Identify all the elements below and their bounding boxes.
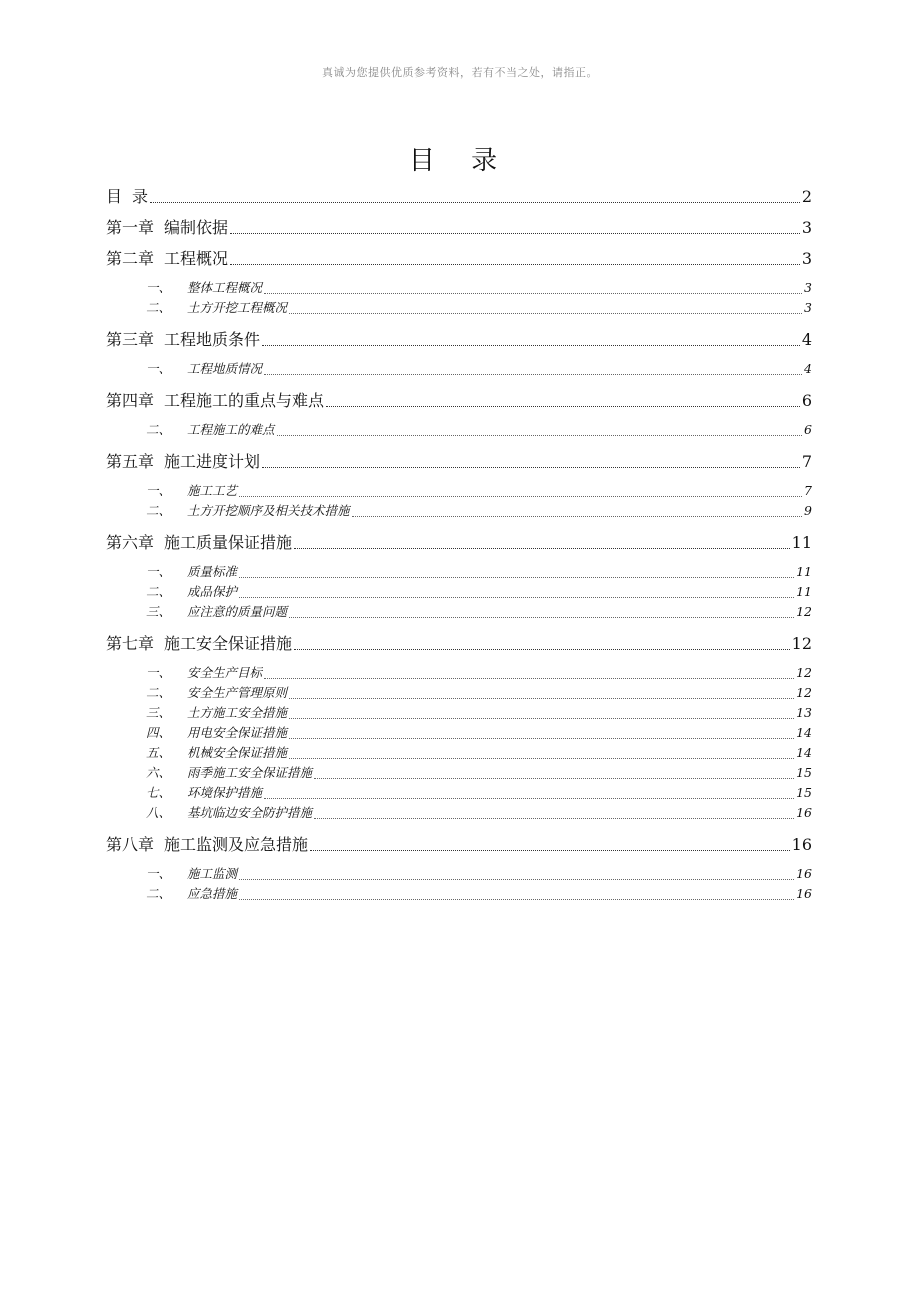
toc-entry-number: 第五章 (106, 452, 155, 471)
toc-entry-page-number: 3 (804, 300, 812, 315)
toc-entry-page-number: 2 (801, 187, 812, 206)
toc-entry-page-number: 16 (796, 805, 812, 820)
toc-entry-page-number: 16 (796, 866, 812, 881)
toc-entry-page-number: 16 (796, 886, 812, 901)
toc-entry-number: 一、 (146, 483, 172, 498)
toc-dot-leader (289, 698, 794, 699)
toc-section-entry[interactable] (106, 420, 812, 440)
toc-chapter-entry[interactable] (106, 186, 812, 208)
toc-entry-number: 二、 (146, 685, 172, 700)
toc-section-entry[interactable] (106, 481, 812, 501)
toc-spacer (106, 379, 812, 390)
toc-entry-page-number: 16 (791, 835, 812, 854)
toc-section-entry[interactable] (106, 884, 812, 904)
toc-spacer (106, 655, 812, 663)
toc-spacer (106, 270, 812, 278)
toc-section-entry[interactable] (106, 803, 812, 823)
toc-section-entry[interactable] (106, 783, 812, 803)
toc-dot-leader (264, 293, 802, 294)
toc-chapter-entry[interactable] (106, 834, 812, 856)
toc-dot-leader (239, 879, 794, 880)
toc-entry-title: 工程概况 (164, 249, 229, 268)
toc-entry-page-number: 7 (804, 483, 812, 498)
toc-spacer (106, 351, 812, 359)
toc-entry-title: 基坑临边安全防护措施 (187, 805, 313, 820)
toc-section-entry[interactable] (106, 743, 812, 763)
toc-section-entry[interactable] (106, 562, 812, 582)
toc-entry-page-number: 3 (801, 249, 812, 268)
toc-entry-number: 第三章 (106, 330, 155, 349)
toc-entry-title: 录 (132, 187, 149, 206)
toc-entry-title: 工程地质情况 (187, 361, 263, 376)
toc-entry-number: 二、 (146, 886, 172, 901)
toc-chapter-entry[interactable] (106, 217, 812, 239)
toc-entry-number: 第七章 (106, 634, 155, 653)
toc-dot-leader (150, 202, 800, 203)
toc-dot-leader (239, 496, 802, 497)
toc-entry-title: 工程地质条件 (164, 330, 261, 349)
toc-entry-number: 三、 (146, 604, 172, 619)
toc-entry-number: 第二章 (106, 249, 155, 268)
toc-entry-title: 土方施工安全措施 (187, 705, 288, 720)
toc-entry-page-number: 15 (796, 765, 812, 780)
toc-dot-leader (289, 718, 794, 719)
toc-chapter-entry[interactable] (106, 248, 812, 270)
toc-entry-number: 一、 (146, 665, 172, 680)
toc-entry-title: 施工监测 (187, 866, 238, 881)
toc-dot-leader (352, 516, 803, 517)
toc-section-entry[interactable] (106, 501, 812, 521)
toc-section-entry[interactable] (106, 298, 812, 318)
toc-dot-leader (294, 548, 790, 549)
toc-entry-title: 应注意的质量问题 (187, 604, 288, 619)
toc-entry-page-number: 14 (796, 725, 812, 740)
toc-section-entry[interactable] (106, 763, 812, 783)
toc-dot-leader (262, 467, 800, 468)
toc-dot-leader (264, 678, 794, 679)
toc-entry-number: 目 (106, 187, 123, 206)
toc-entry-number: 第六章 (106, 533, 155, 552)
page-header-note: 真诚为您提供优质参考资料，若有不当之处，请指正。 (322, 66, 598, 79)
toc-entry-number: 第四章 (106, 391, 155, 410)
toc-section-entry[interactable] (106, 703, 812, 723)
toc-entry-page-number: 12 (791, 634, 812, 653)
toc-entry-title: 成品保护 (187, 584, 238, 599)
toc-entry-title: 施工监测及应急措施 (164, 835, 309, 854)
toc-entry-number: 五、 (146, 745, 172, 760)
toc-entry-title: 机械安全保证措施 (187, 745, 288, 760)
toc-entry-page-number: 4 (804, 361, 812, 376)
toc-dot-leader (230, 264, 800, 265)
toc-spacer (106, 823, 812, 834)
toc-entry-number: 四、 (146, 725, 172, 740)
toc-dot-leader (239, 899, 794, 900)
toc-entry-title: 编制依据 (164, 218, 229, 237)
toc-chapter-entry[interactable] (106, 532, 812, 554)
toc-spacer (106, 622, 812, 633)
toc-spacer (106, 521, 812, 532)
toc-spacer (106, 412, 812, 420)
toc-dot-leader (289, 758, 794, 759)
toc-entry-page-number: 12 (796, 604, 812, 619)
toc-entry-title: 安全生产管理原则 (187, 685, 288, 700)
toc-dot-leader (314, 818, 794, 819)
toc-dot-leader (264, 798, 794, 799)
toc-entry-page-number: 7 (801, 452, 812, 471)
toc-dot-leader (289, 738, 794, 739)
toc-chapter-entry[interactable] (106, 633, 812, 655)
toc-chapter-entry[interactable] (106, 329, 812, 351)
toc-spacer (106, 554, 812, 562)
toc-entry-title: 施工安全保证措施 (164, 634, 293, 653)
toc-section-entry[interactable] (106, 359, 812, 379)
toc-entry-page-number: 4 (801, 330, 812, 349)
toc-entry-page-number: 12 (796, 665, 812, 680)
toc-entry-page-number: 3 (801, 218, 812, 237)
toc-entry-title: 用电安全保证措施 (187, 725, 288, 740)
toc-dot-leader (277, 435, 803, 436)
toc-entry-page-number: 9 (804, 503, 812, 518)
toc-entry-title: 安全生产目标 (187, 665, 263, 680)
toc-entry-title: 施工进度计划 (164, 452, 261, 471)
toc-entry-number: 二、 (146, 300, 172, 315)
toc-entry-number: 一、 (146, 280, 172, 295)
toc-entry-title: 质量标准 (187, 564, 238, 579)
toc-section-entry[interactable] (106, 602, 812, 622)
toc-chapter-entry[interactable] (106, 390, 812, 412)
toc-entry-number: 七、 (146, 785, 172, 800)
toc-entry-title: 工程施工的重点与难点 (164, 391, 325, 410)
toc-title: 目 录 (408, 146, 512, 176)
toc-section-entry[interactable] (106, 663, 812, 683)
toc-entry-page-number: 11 (791, 533, 812, 552)
toc-section-entry[interactable] (106, 278, 812, 298)
toc-entry-page-number: 3 (804, 280, 812, 295)
table-of-contents (106, 186, 812, 904)
toc-spacer (106, 440, 812, 451)
toc-entry-title: 施工工艺 (187, 483, 238, 498)
toc-spacer (106, 318, 812, 329)
toc-entry-title: 土方开挖工程概况 (187, 300, 288, 315)
toc-section-entry[interactable] (106, 582, 812, 602)
toc-entry-page-number: 12 (796, 685, 812, 700)
toc-entry-number: 一、 (146, 866, 172, 881)
toc-entry-number: 二、 (146, 422, 172, 437)
toc-entry-page-number: 6 (801, 391, 812, 410)
toc-dot-leader (264, 374, 802, 375)
toc-entry-title: 工程施工的难点 (187, 422, 275, 437)
toc-entry-page-number: 6 (804, 422, 812, 437)
toc-entry-title: 环境保护措施 (187, 785, 263, 800)
toc-dot-leader (314, 778, 794, 779)
toc-entry-page-number: 13 (796, 705, 812, 720)
toc-dot-leader (310, 850, 790, 851)
toc-entry-number: 三、 (146, 705, 172, 720)
toc-chapter-entry[interactable] (106, 451, 812, 473)
toc-section-entry[interactable] (106, 683, 812, 703)
toc-dot-leader (326, 406, 800, 407)
toc-entry-title: 雨季施工安全保证措施 (187, 765, 313, 780)
toc-entry-title: 施工质量保证措施 (164, 533, 293, 552)
toc-entry-page-number: 14 (796, 745, 812, 760)
toc-section-entry[interactable] (106, 723, 812, 743)
toc-entry-number: 六、 (146, 765, 172, 780)
toc-spacer (106, 473, 812, 481)
toc-entry-number: 第八章 (106, 835, 155, 854)
toc-entry-number: 八、 (146, 805, 172, 820)
toc-dot-leader (239, 577, 794, 578)
toc-entry-title: 整体工程概况 (187, 280, 263, 295)
toc-section-entry[interactable] (106, 864, 812, 884)
toc-dot-leader (239, 597, 794, 598)
toc-entry-number: 第一章 (106, 218, 155, 237)
toc-dot-leader (289, 617, 794, 618)
toc-entry-page-number: 15 (796, 785, 812, 800)
toc-entry-number: 一、 (146, 564, 172, 579)
toc-entry-number: 二、 (146, 584, 172, 599)
toc-dot-leader (294, 649, 790, 650)
toc-dot-leader (289, 313, 802, 314)
toc-entry-number: 二、 (146, 503, 172, 518)
toc-entry-title: 应急措施 (187, 886, 238, 901)
toc-entry-title: 土方开挖顺序及相关技术措施 (187, 503, 350, 518)
toc-spacer (106, 856, 812, 864)
toc-entry-page-number: 11 (796, 584, 812, 599)
toc-spacer (106, 208, 812, 217)
toc-entry-number: 一、 (146, 361, 172, 376)
toc-dot-leader (262, 345, 800, 346)
toc-entry-page-number: 11 (796, 564, 812, 579)
toc-dot-leader (230, 233, 800, 234)
toc-spacer (106, 239, 812, 248)
